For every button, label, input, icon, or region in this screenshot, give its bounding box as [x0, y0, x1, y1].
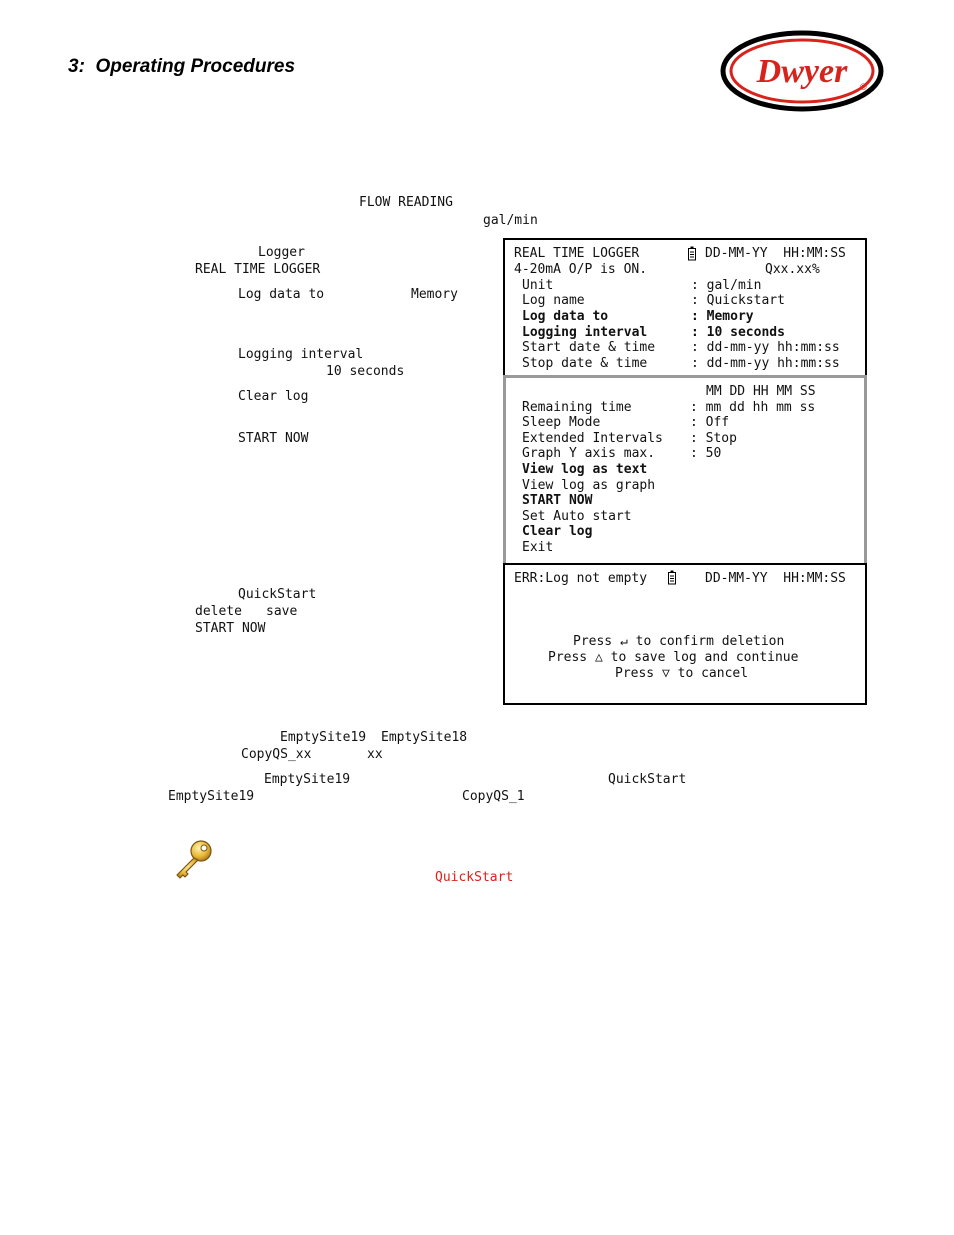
cancel-text: to cancel: [677, 666, 749, 681]
battery-icon: [667, 570, 677, 585]
error-title: ERR:Log not empty: [514, 571, 648, 586]
text-clear-log: Clear log: [238, 389, 309, 404]
row-label: Stop date & time: [522, 356, 648, 371]
text-start-now: START NOW: [238, 431, 309, 446]
remaining-header: MM DD HH MM SS: [706, 384, 816, 399]
row-value: : dd-mm-yy hh:mm:ss: [691, 340, 840, 355]
text-xx: xx: [367, 747, 383, 762]
text-emptysite19-b: EmptySite19: [264, 772, 351, 787]
row-value: : Off: [690, 415, 730, 430]
logo-registered-mark: ®: [860, 82, 867, 92]
error-datetime: DD-MM-YY HH:MM:SS: [705, 571, 846, 586]
logo-wordmark: Dwyer: [756, 53, 848, 90]
battery-icon: [687, 246, 697, 261]
text-gal-min: gal/min: [483, 213, 538, 228]
menu-set-auto-start[interactable]: Set Auto start: [522, 509, 632, 524]
menu-view-log-text[interactable]: View log as text: [522, 462, 648, 477]
text-ten-seconds: 10 seconds: [326, 364, 405, 379]
row-label: Log data to: [522, 309, 609, 324]
logger-screen-main: [503, 238, 867, 377]
down-arrow-icon: ▽: [661, 666, 670, 681]
row-label: Remaining time: [522, 400, 632, 415]
text-save: save: [266, 604, 298, 619]
text-delete: delete: [195, 604, 242, 619]
menu-exit[interactable]: Exit: [522, 540, 554, 555]
row-value: : mm dd hh mm ss: [690, 400, 816, 415]
row-label: Extended Intervals: [522, 431, 663, 446]
row-label: Unit: [522, 278, 554, 293]
text-emptysite19-c: EmptySite19: [168, 789, 255, 804]
confirm-deletion-line[interactable]: [573, 634, 784, 650]
save-continue-line[interactable]: [548, 650, 798, 666]
row-value: : Stop: [690, 431, 737, 446]
menu-view-log-graph[interactable]: View log as graph: [522, 478, 656, 493]
dwyer-logo: [720, 30, 884, 112]
error-screen: [503, 563, 867, 705]
text-logger: Logger: [258, 245, 305, 260]
menu-clear-log[interactable]: Clear log: [522, 524, 593, 539]
row-label: Graph Y axis max.: [522, 446, 656, 461]
text-start-now-2: START NOW: [195, 621, 266, 636]
up-arrow-icon: △: [594, 650, 603, 665]
note-quickstart: QuickStart: [435, 870, 514, 885]
row-value: : Quickstart: [691, 293, 785, 308]
screen-title: REAL TIME LOGGER: [514, 246, 640, 261]
text-quickstart: QuickStart: [238, 587, 317, 602]
save-text: to save log and continue: [610, 650, 799, 665]
text-emptysite19: EmptySite19: [280, 730, 367, 745]
screen-datetime: DD-MM-YY HH:MM:SS: [705, 246, 846, 261]
enter-key-icon: ↵: [619, 634, 628, 649]
text-quickstart-b: QuickStart: [608, 772, 687, 787]
text-logging-interval: Logging interval: [238, 347, 364, 362]
text-emptysite18: EmptySite18: [381, 730, 468, 745]
row-label: Log name: [522, 293, 585, 308]
row-value: : 50: [690, 446, 722, 461]
text-copyqs-xx: CopyQS_xx: [241, 747, 312, 762]
press-label: Press: [573, 634, 613, 649]
confirm-text: to confirm deletion: [635, 634, 785, 649]
text-real-time-logger: REAL TIME LOGGER: [195, 262, 321, 277]
key-icon: [172, 838, 216, 880]
row-value: : dd-mm-yy hh:mm:ss: [691, 356, 840, 371]
row-value: : gal/min: [691, 278, 762, 293]
row-label: Sleep Mode: [522, 415, 601, 430]
text-memory: Memory: [411, 287, 458, 302]
row-label: Start date & time: [522, 340, 656, 355]
row-label: Logging interval: [522, 325, 648, 340]
section-heading: 3: Operating Procedures: [68, 56, 296, 77]
press-label: Press: [548, 650, 588, 665]
output-status: 4-20mA O/P is ON.: [514, 262, 648, 277]
row-value: : 10 seconds: [691, 325, 785, 340]
row-value: : Memory: [691, 309, 754, 324]
menu-start-now[interactable]: START NOW: [522, 493, 593, 508]
logger-screen-scrolled: [503, 375, 867, 568]
press-label: Press: [615, 666, 655, 681]
text-log-data-to: Log data to: [238, 287, 325, 302]
cancel-line[interactable]: [615, 666, 748, 682]
output-value: Qxx.xx%: [765, 262, 820, 277]
text-copyqs-1: CopyQS_1: [462, 789, 525, 804]
text-flow-reading: FLOW READING: [359, 195, 453, 210]
